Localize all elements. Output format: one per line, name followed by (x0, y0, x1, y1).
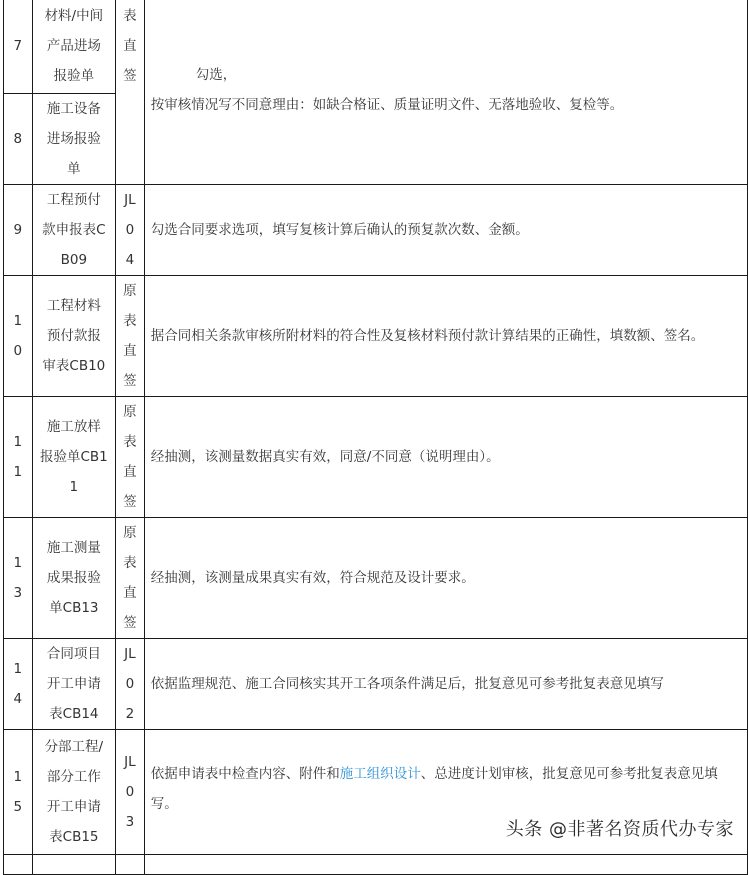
review-note: 依据申请表中检查内容、附件和施工组织设计、总进度计划审核，批复意见可参考批复表意见填写。 (144, 730, 747, 855)
review-note: 经抽测，该测量数据真实有效，同意/不同意（说明理由）。 (144, 397, 747, 518)
form-name: 施工测量 成果报验 单CB13 (32, 518, 115, 639)
form-code: JL 0 2 (116, 639, 145, 730)
row-number: 1 1 (4, 397, 33, 518)
review-note: 据合同相关条款审核所附材料的符合性及复核材料预付款计算结果的正确性，填数额、签名。 (144, 276, 747, 397)
form-code: 原 表 直 签 (116, 518, 145, 639)
row-number: 8 (4, 94, 33, 185)
form-name: 合同项目 开工申请 表CB14 (32, 639, 115, 730)
table-row (4, 397, 748, 518)
form-name: 施工放样 报验单CB1 1 (32, 397, 115, 518)
form-code (116, 855, 145, 875)
form-code: JL 0 4 (116, 185, 145, 276)
row-number: 1 3 (4, 518, 33, 639)
review-note: 经抽测，该测量成果真实有效，符合规范及设计要求。 (144, 518, 747, 639)
table-row (4, 185, 748, 276)
form-name: 工程材料 预付款报 审表CB10 (32, 276, 115, 397)
row-number (4, 855, 33, 875)
form-name: 材料/中间 产品进场 报验单 (32, 0, 115, 94)
review-note: 勾选， 按审核情况写不同意理由：如缺合格证、质量证明文件、无落地验收、复检等。 (144, 0, 747, 185)
construction-design-link[interactable]: 施工组织设计 (339, 766, 421, 782)
row-number: 1 0 (4, 276, 33, 397)
review-note: 勾选合同要求选项，填写复核计算后确认的预复款次数、金额。 (144, 185, 747, 276)
table-row (4, 0, 748, 94)
review-note: 依据监理规范、施工合同核实其开工各项条件满足后，批复意见可参考批复表意见填写 (144, 639, 747, 730)
form-code: 原 表 直 签 (116, 397, 145, 518)
review-note (144, 855, 747, 875)
form-name: 工程预付 款申报表C B09 (32, 185, 115, 276)
form-code: 表 直 签 (116, 0, 145, 185)
table-row (4, 518, 748, 639)
row-number: 7 (4, 0, 33, 94)
row-number: 1 4 (4, 639, 33, 730)
table-row (4, 855, 748, 875)
form-name: 分部工程/ 部分工作 开工申请 表CB15 (32, 730, 115, 855)
review-guide-table (3, 0, 748, 875)
form-name: 施工设备 进场报验 单 (32, 94, 115, 185)
form-code: 原 表 直 签 (116, 276, 145, 397)
form-name (32, 855, 115, 875)
watermark: 头条 @非著名资质代办专家 (505, 819, 734, 840)
row-number: 1 5 (4, 730, 33, 855)
form-code: JL 0 3 (116, 730, 145, 855)
row-number: 9 (4, 185, 33, 276)
table-row (4, 276, 748, 397)
table-row (4, 639, 748, 730)
